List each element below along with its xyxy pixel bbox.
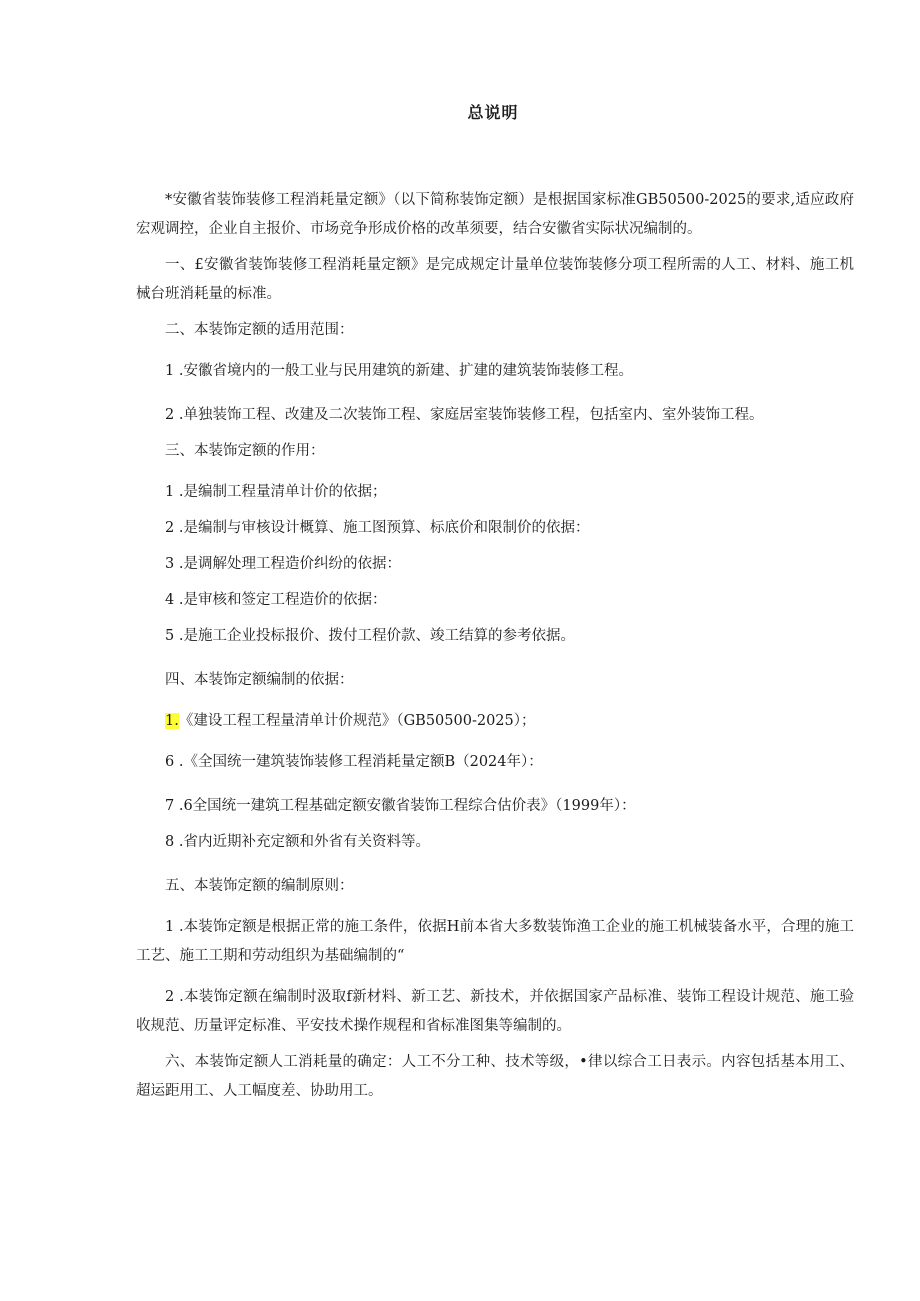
- section-4-item-text: 《建设工程工程量清单计价规范》（GB50500-2025）；: [178, 713, 536, 729]
- intro-paragraph: *安徽省装饰装修工程消耗量定额》（以下简称装饰定额）是根据国家标准GB50500-2025的要求,适应政府宏观调控，企业自主报价、市场竞争形成价格的改革须要，结合安徽省实际状况编制的。: [136, 192, 854, 237]
- section-5-heading: 五、本装饰定额的编制原则：: [165, 878, 354, 894]
- section-5-item: 2 .本装饰定额在编制时汲取f新材料、新工艺、新技术，并依据国家产品标准、装饰工程设计规范、施工验收规范、历量评定标准、平安技术操作规程和省标准图集等编制的。: [136, 989, 854, 1034]
- section-5-item: 1 .本装饰定额是根据正常的施工条件，依据H前本省大多数装饰渔工企业的施工机械装备水平，合理的施工工艺、施工工期和劳动组织为基础编制的“: [136, 919, 854, 964]
- section-2-heading: 二、本装饰定额的适用范围：: [165, 322, 354, 338]
- section-1-paragraph: 一、£安徽省装饰装修工程消耗量定额》是完成规定计量单位装饰装修分项工程所需的人工、材料、施工机械台班消耗量的标准。: [136, 257, 854, 302]
- section-4-item: 8 .省内近期补充定额和外省有关资料等。: [165, 834, 430, 850]
- section-3-item: 2 .是编制与审核设计概算、施工图预算、标底价和限制价的依据：: [165, 520, 590, 536]
- page-title: 总说明: [467, 103, 519, 122]
- highlighted-number: 1.: [165, 713, 179, 729]
- section-4-item: 7 .6全国统一建筑工程基础定额安徽省装饰工程综合估价表》（1999年）：: [165, 798, 636, 814]
- section-3-item: 1 .是编制工程量清单计价的依据；: [165, 484, 387, 500]
- section-2-item: 1 .安徽省境内的一般工业与民用建筑的新建、扩建的建筑装饰装修工程。: [165, 363, 633, 379]
- section-6-paragraph: 六、本装饰定额人工消耗量的确定：人工不分工种、技术等级，•律以综合工日表示。内容包括基本用工、超运距用工、人工幅度差、协助用工。: [136, 1054, 854, 1099]
- section-3-item: 4 .是审核和签定工程造价的依据：: [165, 592, 387, 608]
- section-2-item: 2 .单独装饰工程、改建及二次装饰工程、家庭居室装饰装修工程，包括室内、室外装饰工程。: [165, 407, 764, 423]
- section-4-heading: 四、本装饰定额编制的依据：: [165, 672, 354, 688]
- section-4-item: [136, 707, 854, 736]
- section-3-item: 5 .是施工企业投标报价、拨付工程价款、竣工结算的参考依据。: [165, 628, 575, 644]
- section-3-item: 3 .是调解处理工程造价纠纷的依据：: [165, 556, 401, 572]
- section-3-heading: 三、本装饰定额的作用：: [165, 443, 325, 459]
- document-body: [136, 186, 854, 1106]
- section-4-item: 6 .《全国统一建筑装饰装修工程消耗量定额B（2024年）：: [165, 754, 543, 770]
